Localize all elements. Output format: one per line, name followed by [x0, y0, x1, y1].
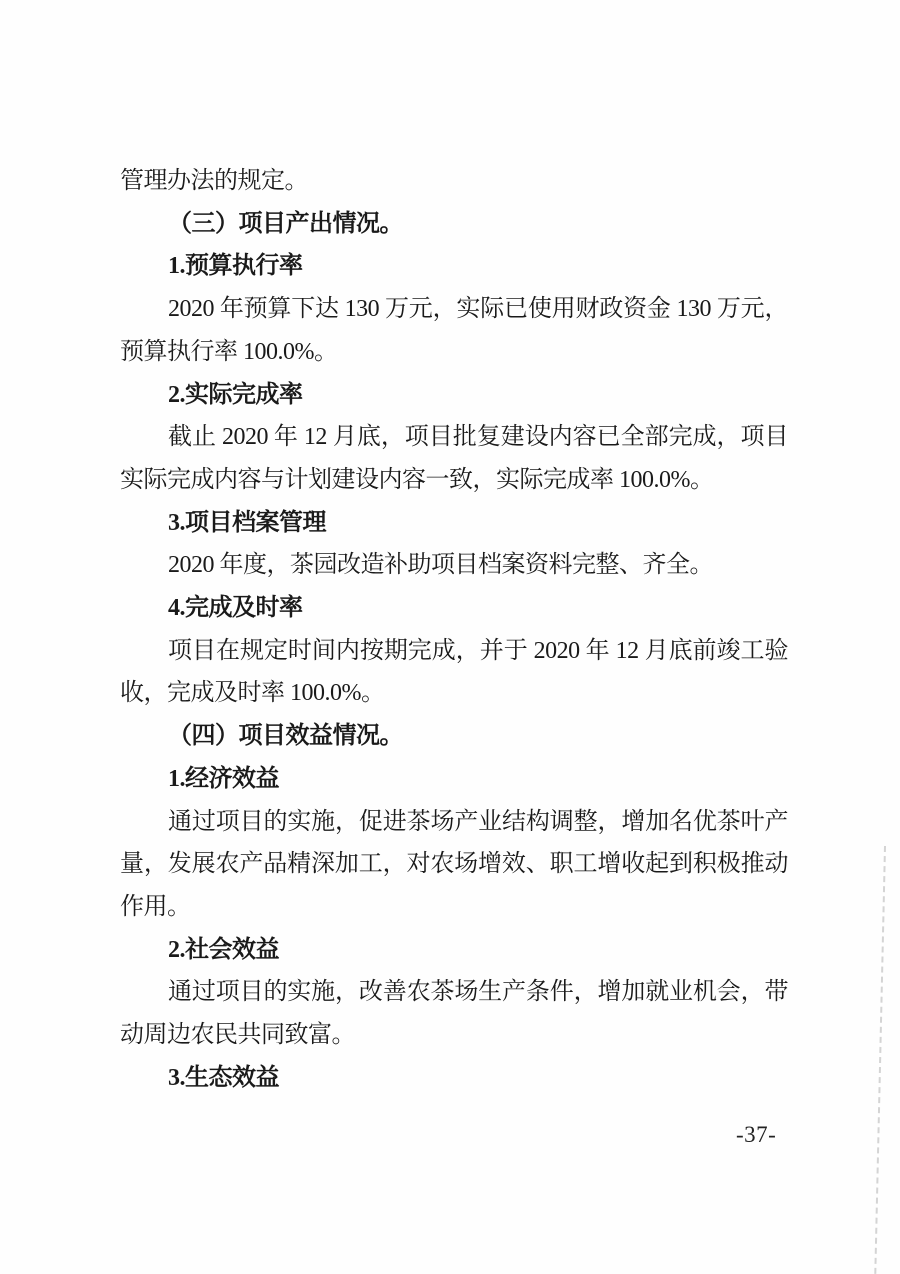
- paragraph-continued-from-previous-page: 管理办法的规定。: [120, 168, 308, 194]
- subheading-project-archive-management: 3.项目档案管理: [168, 509, 326, 536]
- heading-section-3-project-output: （三）项目产出情况。: [168, 210, 403, 237]
- paragraph-budget-execution-rate: 2020 年预算下达 130 万元，实际已使用财政资金 130 万元，预算执行率 100.0%。: [120, 296, 788, 365]
- subheading-budget-execution-rate: 1.预算执行率: [168, 253, 303, 280]
- scan-artifact-dashed-line: [874, 846, 886, 1274]
- paragraph-actual-completion-rate: 截止 2020 年 12 月底，项目批复建设内容已全部完成，项目实际完成内容与计划建设内容一致，实际完成率 100.0%。: [120, 424, 788, 493]
- paragraph-project-archive-management: 2020 年度，茶园改造补助项目档案资料完整、齐全。: [168, 552, 713, 579]
- document-content: [120, 160, 788, 1099]
- paragraph-on-time-completion-rate: 项目在规定时间内按期完成，并于 2020 年 12 月底前竣工验收，完成及时率 100.0%。: [120, 637, 788, 707]
- paragraph-economic-benefit: 通过项目的实施，促进茶场产业结构调整，增加名优茶叶产量，发展农产品精深加工，对农场增效、职工增收起到积极推动作用。: [120, 808, 788, 920]
- paragraph-social-benefit: 通过项目的实施，改善农茶场生产条件，增加就业机会，带动周边农民共同致富。: [120, 979, 788, 1049]
- subheading-ecological-benefit: 3.生态效益: [168, 1064, 279, 1091]
- subheading-actual-completion-rate: 2.实际完成率: [168, 381, 303, 408]
- subheading-economic-benefit: 1.经济效益: [168, 765, 279, 792]
- heading-section-4-project-benefits: （四）项目效益情况。: [168, 723, 403, 750]
- subheading-on-time-completion-rate: 4.完成及时率: [168, 595, 303, 622]
- page-number: -37-: [736, 1122, 777, 1147]
- subheading-social-benefit: 2.社会效益: [168, 936, 279, 963]
